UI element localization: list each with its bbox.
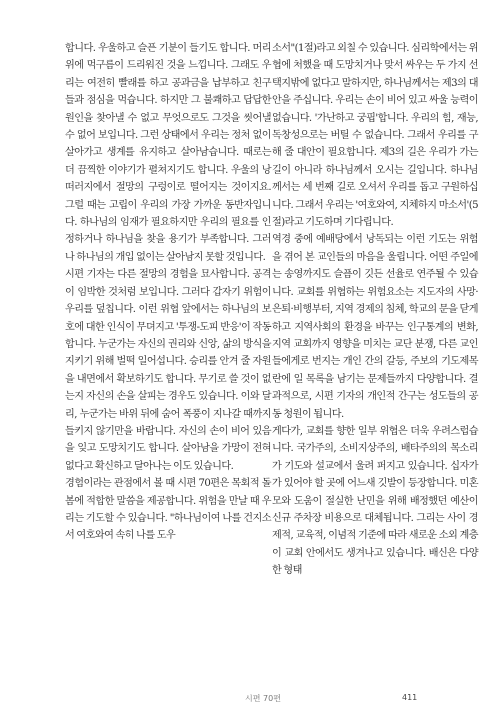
left-paragraph-3: 경험이라는 관점에서 볼 때 시편 70편은 목회적 돌봄에 적합한 말씀을 제공합니다. 위험을 만날 때 우리는 기도할 수 있습니다. "하나님이여 나를 건지소서 여호와여 속히 나를 도우 <box>65 478 271 542</box>
running-head: 시편 70편 <box>245 694 281 703</box>
right-paragraph-1: 소서"(1절)라고 외칠 수 있습니다. 심리학에서는 위협에 처했을 때 도망치거나 맞서 싸우는 두 가지 선택지밖에 없다고 말하지만, 하나님께서는 제3의 대안을 주십니다. 우리는 손이 비어 있고 싸울 능력이 없습니다. '가난하고 궁핍'합니다. 우리의 힘, 재능, 독창성으로는 버틸 수 없습니다. 그래서 우리를 구해 줄 대안이 필요합니다. 제3의 길은 우리가 가는 길이 아니라 하나님께서 오시는 길입니다. 하나님께서는 세 번째 길로 오셔서 우리를 돕고 구원하십니다. 그래서 우리는 '여호와여, 지체하지 마소서'(5절)라고 기도하며 기다립니다. <box>272 43 478 229</box>
page-number: 411 <box>402 693 418 702</box>
right-paragraph-3: 게다가, 교회를 향한 일부 위협은 더욱 우려스럽습니다. 국가주의, 소비지상주의, 배타주의의 목소리가 기도와 설교에서 울려 퍼지고 있습니다. 십자가가 있어야 할 곳에 어느새 깃발이 등장합니다. 미혼모와 도움이 절실한 난민을 위해 배정했던 예산이 신규 주차장 비용으로 대체됩니다. 그리는 사이 경제적, 교육적, 이념적 기준에 따라 새로운 소외 계층이 교회 안에서도 생겨나고 있습니다. 배신은 다양한 형태 <box>272 425 478 577</box>
left-paragraph-1: 합니다. 우울하고 슬픈 기분이 들기도 합니다. 머리 위에 먹구름이 드리워진 것을 느낍니다. 그래도 우리는 여전히 빨래를 하고 공과금을 납부하고 친구들과 점심을 먹습니다. 하지만 그 불쾌하고 답답한 원인을 찾아낼 수 없고 무엇으로도 그것을 씻어낼 수 없어 보입니다. 그런 상태에서 우리는 정처 없이 살아가고 생계를 유지하고 살아남습니다. 때로는 더 끔찍한 이야기가 펼쳐지기도 합니다. 우울의 낭떠러지에서 절망의 구렁이로 떨어지는 것이지요. 그럴 때는 고립이 우리의 가장 가까운 동반자입니다. 하나님의 임재가 필요하지만 우리의 필요를 인정하거나 하나님을 찾을 용기가 부족합니다. 그러나 하나님의 개입 없이는 살아남지 못할 것입니다. <box>65 43 271 263</box>
right-column <box>272 40 478 580</box>
right-paragraph-2: 역경 중에 예배당에서 낭독되는 이런 기도는 위험을 겪어 본 교인들의 마음을 울립니다. 어떤 주일에는 송영까지도 슬픔이 깃든 선율로 연주될 수 있습니다. 교회를 위협하는 위험요소는 지도자의 사망·은퇴·비행부터, 지역 경제의 침체, 학교의 문을 닫게 하고 지역사회의 환경을 바꾸는 인구통계의 변화, 지역 교회까지 영향을 미치는 교단 분쟁, 다른 교인들에게로 번지는 개인 간의 갈등, 주보의 기도제목란에 일 목록을 남기는 문제들까지 다양합니다. 결과적으로, 시편 기자의 개인적 간구는 성도들의 공동 청원이 됩니다. <box>272 234 478 420</box>
page-footer <box>0 693 500 709</box>
left-paragraph-2: 시편 기자는 다른 절망의 경험을 묘사합니다. 공격이 임박한 것처럼 보입니다. 그러다 갑자기 위험이 우리를 덮칩니다. 이런 위협 앞에서는 하나님의 보호에 대한 인식이 무뎌지고 '투쟁-도피 반응'이 작동합니다. 누군가는 자신의 권리와 신앙, 삶의 방식을 지키기 위해 벌떡 일어섭니다. 승리를 안겨 줄 자원을 내면에서 확보하기도 합니다. 무기로 쓸 것이 없는지 자신의 손을 살피는 경우도 있습니다. 이와 달리, 누군가는 바위 뒤에 숨어 폭풍이 지나갈 때까지 들키지 않기만을 바랍니다. 자신의 손이 비어 있음을 잊고 도망치기도 합니다. 살아남을 가망이 전혀 없다고 확신하고 달아나는 이도 있습니다. <box>65 269 271 472</box>
left-column <box>65 40 271 545</box>
